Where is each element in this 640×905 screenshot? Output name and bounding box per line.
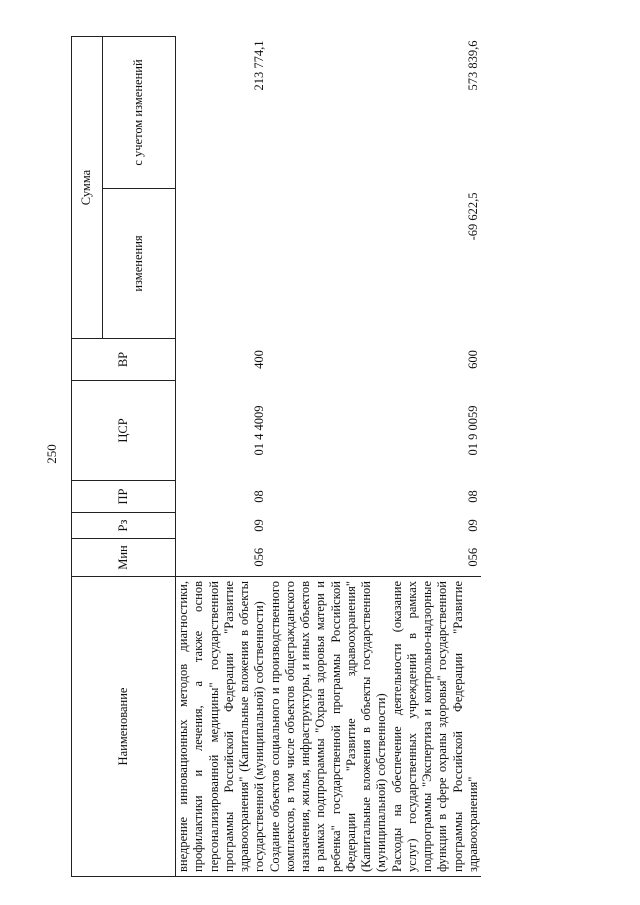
row-with-change: 573 839,6 [465, 40, 480, 91]
page-number: 250 [43, 444, 59, 464]
table-row [176, 37, 268, 877]
row-rz: 09 [252, 519, 267, 532]
header-rz: Рз [72, 513, 176, 539]
row-csr: 01 4 4009 [252, 405, 267, 456]
header-csr: ЦСР [72, 381, 176, 481]
row-vr: 400 [252, 350, 267, 369]
row-rz [268, 513, 390, 539]
row-name: внедрение инновационных методов диагностики, профилактики и лечения, а также основ персонализированной медицины" государственной программы Российской Федерации "Развитие здравоохранения" (Капитальные вложения в объекты государственной (муниципальной) собственности) [176, 577, 268, 877]
row-csr: 01 9 0059 [465, 405, 480, 456]
table-row [268, 37, 390, 877]
rotated-table-container [71, 37, 596, 877]
row-min: 056 [465, 547, 480, 567]
row-change [176, 189, 268, 339]
row-name: Расходы на обеспечение деятельности (оказание услуг) государственных учреждений в рамках подпрограммы "Экспертиза и контрольно-надзорные функции в сфере охраны здоровья" государственной программы Российской Федерации "Развитие здравоохранения" [390, 577, 482, 877]
row-csr [268, 381, 390, 481]
header-with-change: с учетом изменений [103, 37, 176, 189]
row-rz: 09 [465, 519, 480, 532]
row-vr: 600 [465, 350, 480, 369]
header-min: Мин [72, 539, 176, 577]
row-change [268, 189, 390, 339]
row-with-change [268, 37, 390, 189]
row-min [268, 539, 390, 577]
budget-table [71, 36, 481, 877]
row-vr [268, 339, 390, 381]
header-vr: ВР [72, 339, 176, 381]
table-row [390, 37, 482, 877]
header-name: Наименование [72, 577, 176, 877]
row-change: -69 622,5 [465, 192, 480, 241]
row-name: Создание объектов социального и производственного комплексов, в том числе объектов общегражданского назначения, жилья, инфраструктуры, и иных объектов в рамках подпрограммы "Охрана здоровья матери и ребенка" государственной программы Российской Федерации "Развитие здравоохранения" (Капитальные вложения в объекты государственной (муниципальной) собственности) [268, 577, 390, 877]
row-min: 056 [252, 547, 267, 567]
row-with-change: 213 774,1 [252, 40, 267, 91]
row-pr: 08 [465, 490, 480, 503]
header-change: изменения [103, 189, 176, 339]
header-pr: ПР [72, 481, 176, 513]
row-pr [268, 481, 390, 513]
header-sum: Сумма [72, 37, 103, 339]
row-pr: 08 [252, 490, 267, 503]
